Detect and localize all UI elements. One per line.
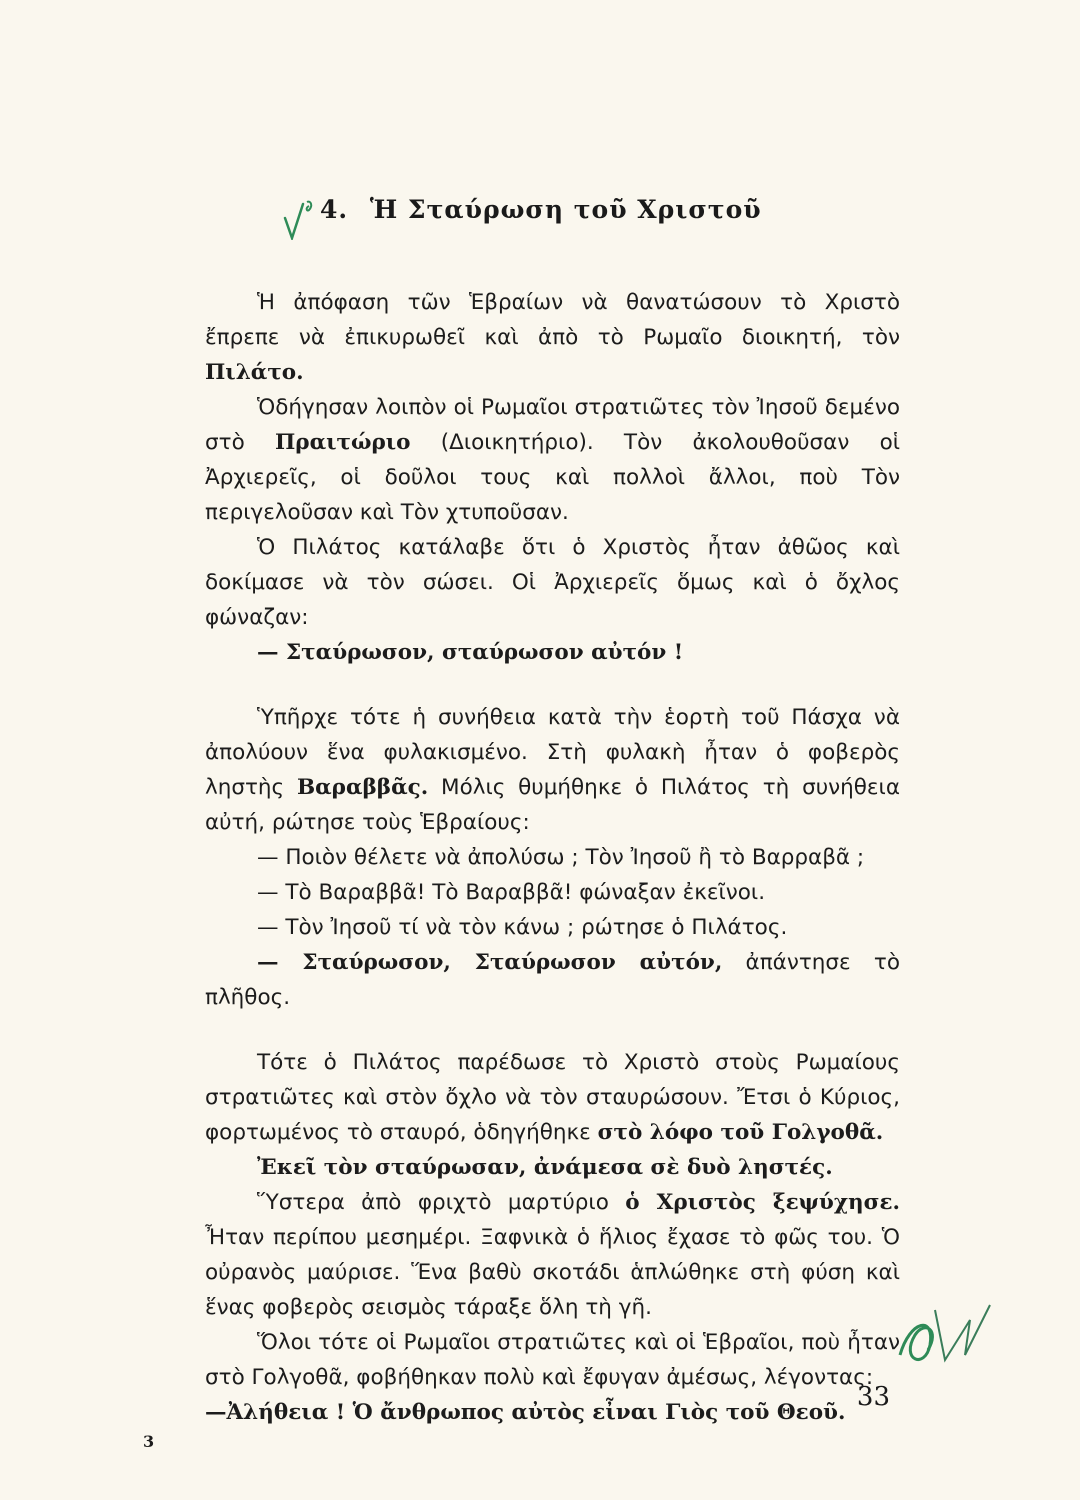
signature-mark: 3 (143, 1432, 155, 1451)
dialogue-1: — Ποιὸν θέλετε νὰ ἀπολύσω ; Τὸν Ἰησοῦ ἢ τὸ Βαρραβᾶ ; (257, 845, 865, 870)
paragraph-4: Ὑπῆρχε τότε ἡ συνήθεια κατὰ τὴν ἑορτὴ τοῦ Πάσχα νὰ ἀπολύουν ἕνα φυλακισμένο. Στὴ φυλακὴ ἦταν ὁ φοβερὸς ληστὴς Βαραββᾶς. Μόλις θυμήθηκε ὁ Πιλάτος τὴ συνήθεια αὐτή, ρώτησε τοὺς Ἑβραίους: (205, 705, 900, 835)
dialogue-2: — Τὸ Βαραββᾶ! Τὸ Βαραββᾶ! φώναξαν ἐκεῖνοι. (257, 880, 766, 905)
paragraph-5: Τότε ὁ Πιλάτος παρέδωσε τὸ Χριστὸ στοὺς Ρωμαίους στρατιῶτες καὶ στὸν ὄχλο νὰ τὸν σταυρώσουν. Ἔτσι ὁ Κύριος, φορτωμένος τὸ σταυρό, ὁδηγήθηκε στὸ λόφο τοῦ Γολγοθᾶ. (205, 1050, 900, 1145)
paragraph-1: Ἡ ἀπόφαση τῶν Ἑβραίων νὰ θανατώσουν τὸ Χριστὸ ἔπρεπε νὰ ἐπικυρωθεῖ καὶ ἀπὸ τὸ Ρωμαῖο διοικητή, τὸν Πιλάτο. (205, 290, 900, 385)
paragraph-2: Ὁδήγησαν λοιπὸν οἱ Ρωμαῖοι στρατιῶτες τὸν Ἰησοῦ δεμένο στὸ Πραιτώριο (Διοικητήριο). Τὸν ἀκολουθοῦσαν οἱ Ἀρχιερεῖς, οἱ δοῦλοι τους καὶ πολλοὶ ἄλλοι, ποὺ Τὸν περιγελοῦσαν καὶ Τὸν χτυποῦσαν. (205, 395, 901, 525)
chapter-title-text: Ἡ Σταύρωση τοῦ Χριστοῦ (369, 195, 762, 224)
paragraph-6: Ἐκεῖ τὸν σταύρωσαν, ἀνάμεσα σὲ δυὸ ληστές. (257, 1155, 833, 1180)
paragraph-8: Ὅλοι τότε οἱ Ρωμαῖοι στρατιῶτες καὶ οἱ Ἑβραῖοι, ποὺ ἦταν στὸ Γολγοθᾶ, φοβήθηκαν πολὺ καὶ ἔφυγαν ἀμέσως, λέγοντας: (205, 1330, 900, 1390)
dialogue-3: — Τὸν Ἰησοῦ τί νὰ τὸν κάνω ; ρώτησε ὁ Πιλάτος. (257, 915, 788, 940)
paragraph-3: Ὁ Πιλάτος κατάλαβε ὅτι ὁ Χριστὸς ἦταν ἀθῶος καὶ δοκίμασε νὰ τὸν σώσει. Οἱ Ἀρχιερεῖς ὅμως καὶ ὁ ὄχλος φώναζαν: (205, 535, 900, 630)
dialogue-4: — Σταύρωσον, Σταύρωσον αὐτόν, ἀπάντησε τὸ πλῆθος. (205, 950, 900, 1010)
body-text (205, 285, 900, 1430)
green-scribble-icon (890, 1300, 1000, 1375)
chapter-number: 4. (320, 195, 349, 224)
page-number: 33 (856, 1382, 890, 1412)
final-exclamation: —Ἀλήθεια ! Ὁ ἄνθρωπος αὐτὸς εἶναι Γιὸς τοῦ Θεοῦ. (205, 1400, 846, 1425)
chapter-title (280, 195, 762, 224)
shout-crucify: — Σταύρωσον, σταύρωσον αὐτόν ! (257, 640, 684, 665)
paragraph-7: Ὕστερα ἀπὸ φριχτὸ μαρτύριο ὁ Χριστὸς ξεψύχησε. Ἦταν περίπου μεσημέρι. Ξαφνικὰ ὁ ἥλιος ἔχασε τὸ φῶς του. Ὁ οὐρανὸς μαύρισε. Ἕνα βαθὺ σκοτάδι ἁπλώθηκε στὴ φύση καὶ ἕνας φοβερὸς σεισμὸς τάραξε ὅλη τὴ γῆ. (205, 1190, 900, 1320)
